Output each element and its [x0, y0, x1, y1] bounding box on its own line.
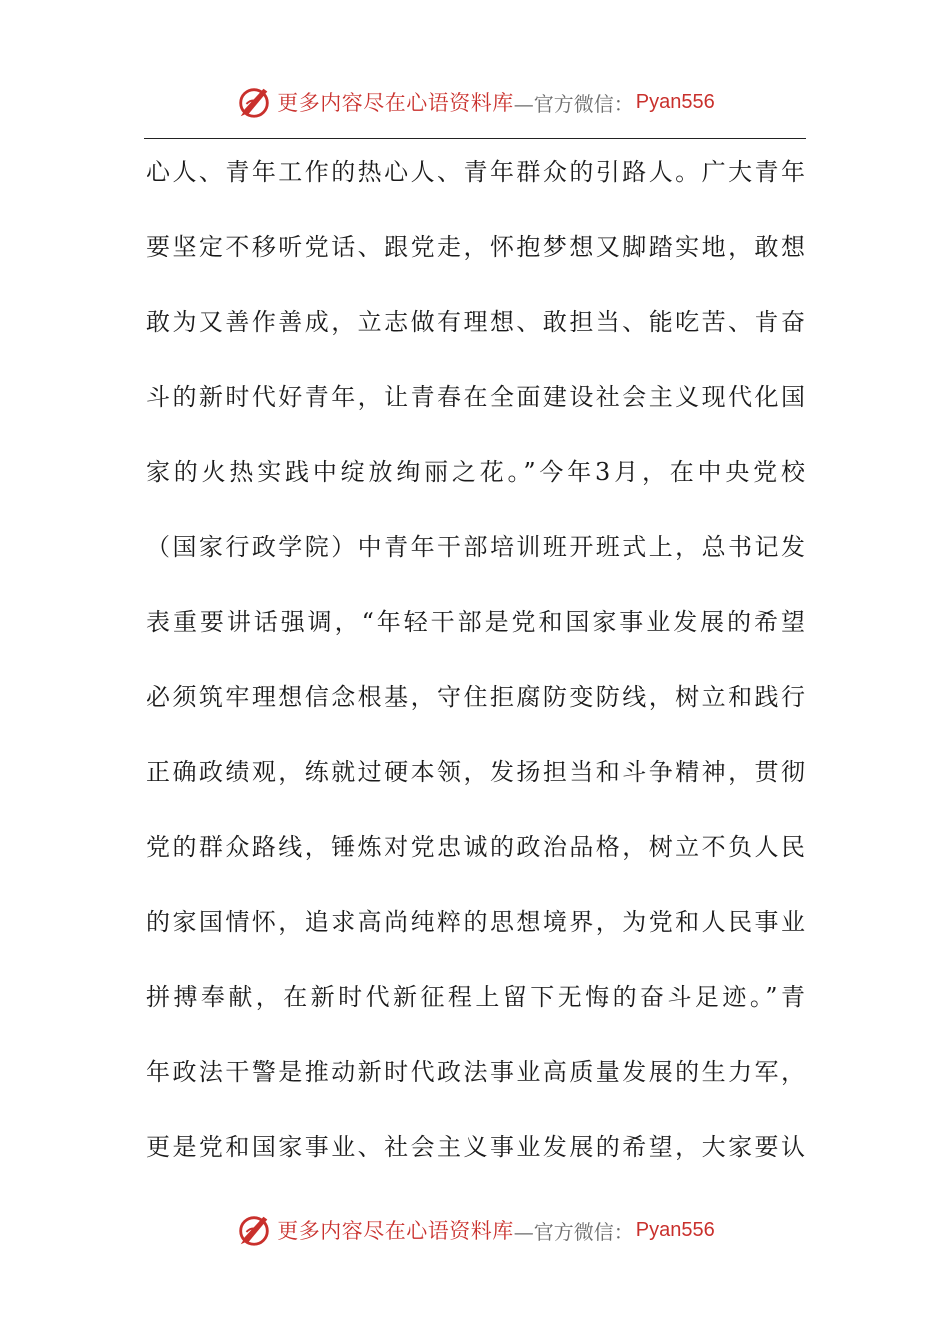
document-body	[146, 135, 806, 1185]
footer-wechat-id: Pyan556	[635, 1218, 715, 1241]
header-official-text: —官方微信：	[513, 91, 634, 116]
body-line: 必须筑牢理想信念根基，守住拒腐防变防线，树立和践行	[146, 683, 806, 711]
body-line: 表重要讲话强调，“年轻干部是党和国家事业发展的希望	[146, 608, 806, 636]
body-line: 正确政绩观，练就过硬本领，发扬担当和斗争精神，贯彻	[146, 758, 806, 786]
body-line: 更是党和国家事业、社会主义事业发展的希望，大家要认	[146, 1133, 806, 1161]
body-line: 心人、青年工作的热心人、青年群众的引路人。广大青年	[146, 158, 806, 186]
body-line: 斗的新时代好青年，让青春在全面建设社会主义现代化国	[146, 383, 806, 411]
body-line: （国家行政学院）中青年干部培训班开班式上，总书记发	[146, 533, 806, 561]
header-wechat-id: Pyan556	[635, 90, 715, 113]
pen-circle-logo-icon	[235, 1211, 273, 1249]
body-line: 要坚定不移听党话、跟党走，怀抱梦想又脚踏实地，敢想	[146, 233, 806, 261]
header-banner	[0, 80, 950, 124]
footer-brand-text: 更多内容尽在心语资料库	[277, 1219, 514, 1243]
body-line: 敢为又善作善成，立志做有理想、敢担当、能吃苦、肯奋	[146, 308, 806, 336]
body-line: 家的火热实践中绽放绚丽之花。”今年3月，在中央党校	[146, 458, 806, 486]
header-brand-text: 更多内容尽在心语资料库	[277, 91, 514, 115]
body-line: 年政法干警是推动新时代政法事业高质量发展的生力军，	[146, 1058, 806, 1086]
body-line: 的家国情怀，追求高尚纯粹的思想境界，为党和人民事业	[146, 908, 806, 936]
body-line: 党的群众路线，锤炼对党忠诚的政治品格，树立不负人民	[146, 833, 806, 861]
footer-official-text: —官方微信：	[513, 1219, 634, 1244]
pen-circle-logo-icon	[235, 83, 273, 121]
body-line: 拼搏奉献，在新时代新征程上留下无悔的奋斗足迹。”青	[146, 983, 806, 1011]
footer-banner	[0, 1208, 950, 1252]
